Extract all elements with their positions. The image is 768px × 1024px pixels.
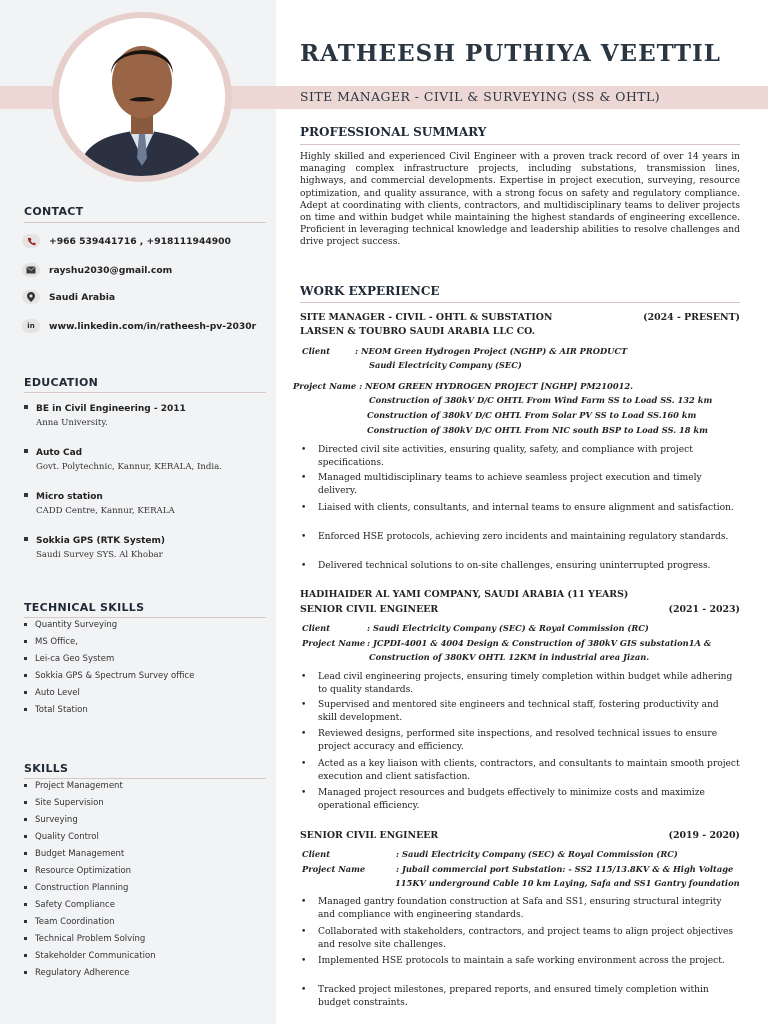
technical-skills-divider [24,617,266,618]
education-sub: CADD Centre, Kannur, KERALA [36,506,175,516]
client-label: Client [302,623,331,633]
job-dates: (2019 - 2020) [668,830,740,841]
project-scope: : JCPDI-4001 & 4004 Design & Construction of 380kV GIS substation1A & [367,638,712,648]
list-item: • Collaborated with stakeholders, contractors, and project teams to align project objectives and resolve site challenges. [300,926,740,951]
contact-phone [22,233,231,249]
candidate-name: RATHEESH PUTHIYA VEETTIL [300,40,721,67]
contact-divider [24,222,266,223]
education-heading: EDUCATION [24,376,99,389]
list-item: MS Office, [24,637,78,647]
location-text: Saudi Arabia [49,291,116,303]
project-label: Project Name [302,638,366,648]
linkedin-link[interactable]: www.linkedin.com/in/ratheesh-pv-2030r [49,320,257,332]
summary-divider [300,144,740,145]
education-title: Auto Cad [36,448,83,458]
list-item: • Implemented HSE protocols to maintain a safe working environment across the project. [300,955,740,968]
education-item [24,442,222,472]
work-heading: WORK EXPERIENCE [300,284,440,298]
person-silhouette-icon [59,18,225,176]
work-divider [300,302,740,303]
list-item: Sokkia GPS & Spectrum Survey office [24,671,194,681]
client-value: Saudi Electricity Company (SEC) [369,360,522,370]
list-item: Regulatory Adherence [24,968,129,978]
list-item: Construction Planning [24,883,128,893]
list-item: • Supervised and mentored site engineers and technical staff, fostering productivity and skill development. [300,699,740,724]
education-sub: Saudi Survey SYS. Al Khobar [36,550,163,560]
list-item: Resource Optimization [24,866,131,876]
email-link[interactable]: rayshu2030@gmail.com [49,264,173,276]
client-label: Client [302,849,331,859]
list-item: Site Supervision [24,798,104,808]
list-item: • Tracked project milestones, prepared reports, and ensured timely completion within budget constraints. [300,984,740,1009]
education-item [24,398,186,428]
skills-divider [24,778,266,779]
project-label: Project Name [302,864,366,874]
education-sub: Anna University. [36,418,108,428]
list-item: • Managed project resources and budgets effectively to minimize costs and maximize operational efficiency. [300,787,740,812]
project-scope: : Jubail commercial port Substation: - SS2 115/13.8KV & & High Voltage [396,864,734,874]
mail-icon [22,263,40,277]
list-item: • Enforced HSE protocols, achieving zero incidents and maintaining regulatory standards. [300,531,740,544]
list-item: Safety Compliance [24,900,115,910]
education-title: BE in Civil Engineering - 2011 [36,404,186,414]
client-value: : Saudi Electricity Company (SEC) & Royal Commission (RC) [367,623,649,633]
project-scope: Construction of 380kV D/C OHTL From NIC south BSP to Load SS. 18 km [367,425,708,435]
list-item: • Directed civil site activities, ensuring quality, safety, and compliance with project specifications. [300,444,740,469]
project-scope: Construction of 380KV OHTL 12KM in industrial area Jizan. [369,652,650,662]
list-item: Quantity Surveying [24,620,117,630]
summary-text: Highly skilled and experienced Civil Engineer with a proven track record of over 14 years in managing complex infrastructure projects, including substations, transmission lines, highways, and commercial developments. Expertise in project execution, surveying, resource optimization, and quality assurance, with a strong focus on safety and regulatory compliance. Adept at coordinating with clients, contractors, and multidisciplinary teams to deliver projects on time and within budget while maintaining the highest standards of engineering excellence. Proficient in leveraging technical knowledge and leadership abilities to resolve challenges and drive project success. [300,152,740,248]
education-sub: Govt. Polytechnic, Kannur, KERALA, India. [36,462,223,472]
job-title-row [300,830,740,841]
list-item: Team Coordination [24,917,114,927]
project-scope: Construction of 380kV D/C OHTL From Wind Farm SS to Load SS. 132 km [369,395,713,405]
client-label: Client [302,346,331,356]
phone-text: +966 539441716 , +918111944900 [49,235,231,247]
project-scope: Construction of 380kV D/C OHTL From Solar PV SS to Load SS.160 km [367,410,697,420]
job-role: SENIOR CIVIL ENGINEER [300,830,439,841]
contact-location [22,289,115,305]
job-role: SENIOR CIVIL ENGINEER [300,604,439,615]
job-dates: (2024 - PRESENT) [643,312,740,323]
list-item: Auto Level [24,688,80,698]
contact-linkedin[interactable] [22,318,256,334]
education-divider [24,392,266,393]
project-scope: 115KV underground Cable 10 km Laying, Safa and SS1 Gantry foundation [395,878,740,888]
list-item: Stakeholder Communication [24,951,156,961]
candidate-role: SITE MANAGER - CIVIL & SURVEYING (SS & OHTL) [300,89,661,104]
job-company: HADIHAIDER AL YAMI COMPANY, SAUDI ARABIA (11 YEARS) [300,589,629,600]
linkedin-icon: in [22,319,40,333]
summary-heading: PROFESSIONAL SUMMARY [300,125,487,139]
contact-heading: CONTACT [24,205,84,218]
list-item: Lei-ca Geo System [24,654,114,664]
client-value: : NEOM Green Hydrogen Project (NGHP) & AIR PRODUCT [355,346,628,356]
skills-heading: SKILLS [24,762,69,775]
location-pin-icon [22,290,40,304]
job-title-row [300,312,740,323]
list-item: • Delivered technical solutions to on-site challenges, ensuring uninterrupted progress. [300,560,740,573]
list-item: Quality Control [24,832,99,842]
list-item: • Reviewed designs, performed site inspections, and resolved technical issues to ensure project accuracy and efficiency. [300,728,740,753]
job-title-row [300,604,740,615]
profile-photo [59,18,225,176]
education-item [24,530,165,560]
education-title: Sokkia GPS (RTK System) [36,536,166,546]
phone-icon [22,234,40,248]
list-item: Budget Management [24,849,124,859]
client-value: : Saudi Electricity Company (SEC) & Royal Commission (RC) [396,849,678,859]
education-title: Micro station [36,492,103,502]
contact-email[interactable] [22,262,172,278]
job-dates: (2021 - 2023) [668,604,740,615]
list-item: Technical Problem Solving [24,934,145,944]
technical-skills-heading: TECHNICAL SKILLS [24,601,145,614]
job-company: LARSEN & TOUBRO SAUDI ARABIA LLC CO. [300,326,536,337]
project-name: Project Name : NEOM GREEN HYDROGEN PROJECT [NGHP] PM210012. [293,381,634,391]
list-item: • Managed multidisciplinary teams to achieve seamless project execution and timely delivery. [300,472,740,497]
list-item: • Acted as a key liaison with clients, contractors, and consultants to maintain smooth project execution and client satisfaction. [300,758,740,783]
education-item [24,486,175,516]
list-item: Project Management [24,781,123,791]
list-item: Total Station [24,705,88,715]
job-role: SITE MANAGER - CIVIL - OHTL & SUBSTATION [300,312,553,323]
list-item: • Managed gantry foundation construction at Safa and SS1, ensuring structural integrity and compliance with engineering standards. [300,896,740,921]
list-item: • Liaised with clients, consultants, and internal teams to ensure alignment and satisfaction. [300,502,740,515]
list-item: • Lead civil engineering projects, ensuring timely completion within budget while adhering to quality standards. [300,671,740,696]
list-item: Surveying [24,815,78,825]
